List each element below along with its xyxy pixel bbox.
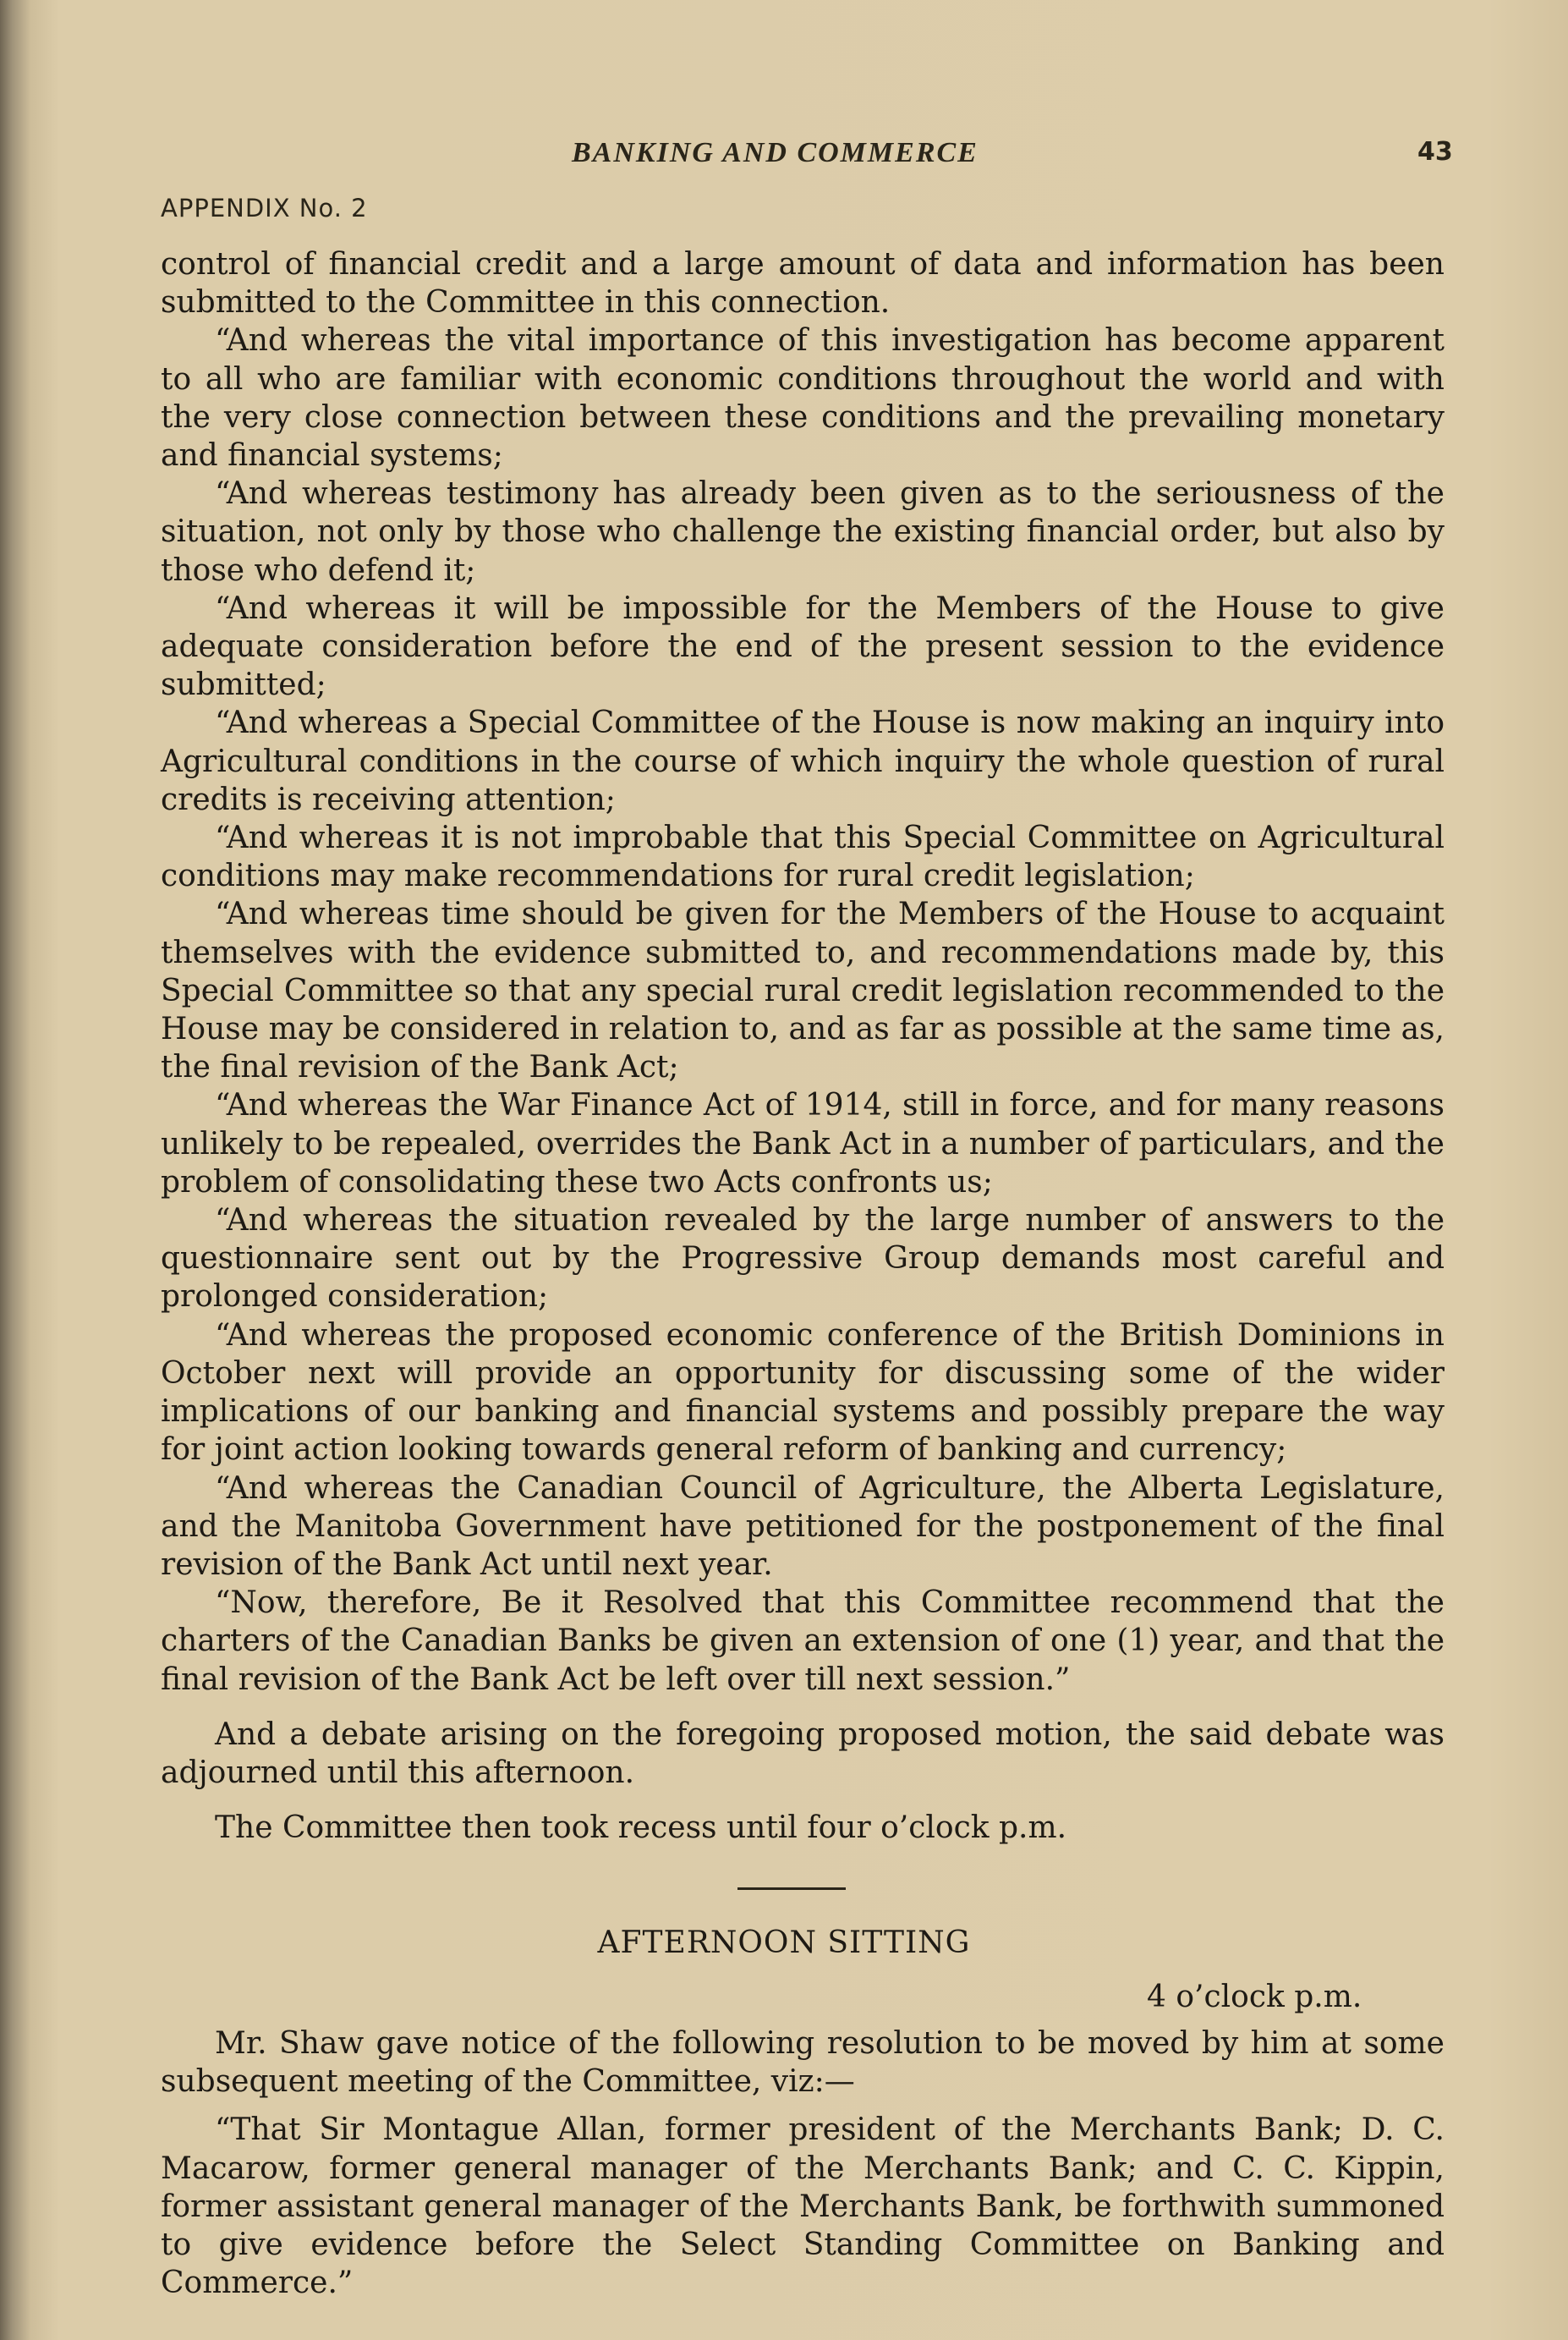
body-text — [161, 245, 1445, 1847]
paragraph-continuation: control of financial credit and a large amount of data and information has been submitted to the Committee in this connection. — [161, 247, 1445, 321]
page-number: 43 — [1417, 137, 1453, 167]
paragraph-whereas-questionnaire: “And whereas the situation revealed by the large number of answers to the questionnaire sent out by the Progressive Group demands most careful and prolonged consideration; — [161, 1203, 1445, 1315]
paragraph-debate-adjourned: And a debate arising on the foregoing proposed motion, the said debate was adjourned until this afternoon. — [161, 1717, 1445, 1790]
paragraph-whereas-conference: “And whereas the proposed economic conference of the British Dominions in October next will provide an opportunity for discussing some of the wider implications of our banking and financial systems and possibly prepare the way for joint action looking towards general reform of banking and currency; — [161, 1317, 1445, 1468]
paragraph-whereas-petition: “And whereas the Canadian Council of Agriculture, the Alberta Legislature, and the Manitoba Government have petitioned for the postponement of the final revision of the Bank Act until next year. — [161, 1470, 1445, 1582]
running-title: BANKING AND COMMERCE — [572, 137, 979, 168]
sitting-time: 4 o’clock p.m. — [1147, 1980, 1362, 2014]
paragraph-notice: Mr. Shaw gave notice of the following resolution to be moved by him at some subsequent meeting of the Committee, viz:— — [161, 2026, 1445, 2100]
paragraph-resolution: “Now, therefore, Be it Resolved that this Committee recommend that the charters of the Canadian Banks be given an extension of one (1) year, and that the final revision of the Bank Act be left over till next session.” — [161, 1585, 1445, 1697]
appendix-label: APPENDIX No. 2 — [161, 194, 368, 222]
paragraph-whereas-testimony: “And whereas testimony has already been given as to the seriousness of the situation, not only by those who challenge the existing financial order, but also by those who defend it; — [161, 476, 1445, 588]
paragraph-whereas-special-committee: “And whereas a Special Committee of the House is now making an inquiry into Agricultural conditions in the course of which inquiry the whole question of rural credits is receiving attention; — [161, 706, 1445, 817]
paragraph-whereas-war-finance-act: “And whereas the War Finance Act of 1914, still in force, and for many reasons unlikely to be repealed, overrides the Bank Act in a number of particulars, and the problem of consolidating these two Acts confronts us; — [161, 1088, 1445, 1200]
paragraph-recess: The Committee then took recess until four o’clock p.m. — [215, 1810, 1067, 1846]
afternoon-text — [161, 2024, 1445, 2302]
section-heading: AFTERNOON SITTING — [597, 1925, 971, 1960]
paragraph-summons-resolution: “That Sir Montague Allan, former president of the Merchants Bank; D. C. Macarow, former general manager of the Merchants Bank; and C. C. Kippin, former assistant general manager of the Merchants Bank, be forthwith summoned to give evidence before the Select Standing Committee on Banking and Commerce.” — [161, 2112, 1445, 2301]
paragraph-whereas-importance: “And whereas the vital importance of this investigation has become apparent to all who are familiar with economic conditions throughout the world and with the very close connection between these conditions and the prevailing monetary and financial systems; — [161, 323, 1445, 474]
section-divider — [737, 1887, 846, 1890]
paragraph-whereas-time: “And whereas time should be given for the Members of the House to acquaint themselves with the evidence submitted to, and recommendations made by, this Special Committee so that any special rural credit legislation recommended to the House may be considered in relation to, and as far as possible at the same time as, the final revision of the Bank Act; — [161, 897, 1445, 1085]
paragraph-whereas-recommendations: “And whereas it is not improbable that this Special Committee on Agricultural conditions may make recommendations for rural credit legislation; — [161, 821, 1445, 894]
paragraph-whereas-consideration: “And whereas it will be impossible for the Members of the House to give adequate consideration before the end of the present session to the evidence submitted; — [161, 590, 1445, 703]
